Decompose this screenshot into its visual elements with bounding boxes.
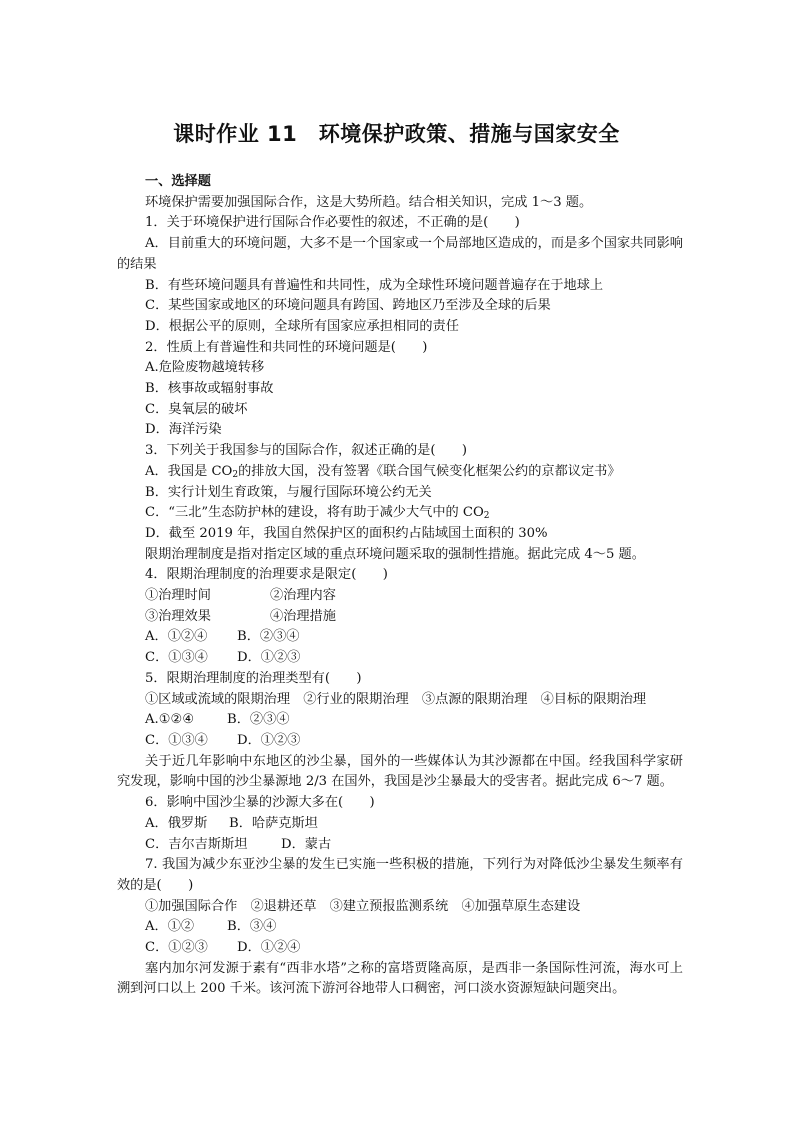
question-1-stem: 1．关于环境保护进行国际合作必要性的叙述，不正确的是( ): [145, 215, 520, 231]
question-6-option-a: A．俄罗斯: [145, 815, 208, 831]
question-5-option-b: B．②③④: [227, 712, 290, 728]
question-3-option-b: B．实行计划生育政策，与履行国际环境公约无关: [145, 484, 432, 500]
question-7-options-row-2: [117, 938, 683, 959]
question-5-stem: 5．限期治理制度的治理类型有( ): [145, 670, 362, 686]
question-2-option-a: A.危险废物越境转移: [145, 360, 265, 376]
question-4-option-d: D．①②③: [237, 650, 301, 666]
question-4-item-2: ②治理内容: [270, 588, 336, 604]
question-4-item-1: ①治理时间: [145, 588, 211, 604]
question-3-option-a-pre: A．我国是 CO: [145, 463, 233, 479]
question-3-option-d: D．截至 2019 年，我国自然保护区的面积约占陆域国土面积的 30%: [145, 525, 548, 541]
question-3-option-c-sub: 2: [483, 511, 490, 522]
question-7-stem: 7. 我国为减少东亚沙尘暴的发生已实施一些积极的措施，下列行为对降低沙尘暴发生频率有效的是( ): [117, 857, 683, 893]
question-7-option-a: A．①②: [145, 919, 195, 935]
question-4-items-row-2: [117, 607, 683, 628]
question-3-option-c: [117, 503, 683, 524]
question-4-option-b: B．②③④: [237, 629, 300, 645]
question-3-option-a: [117, 462, 683, 483]
question-4-stem: 4．限期治理制度的治理要求是限定( ): [145, 567, 388, 583]
section-heading: 一、选择题: [145, 174, 211, 189]
question-5-items: ①区域或流域的限期治理 ②行业的限期治理 ③点源的限期治理 ④目标的限期治理: [145, 691, 647, 707]
question-4-option-a: A．①②④: [145, 629, 208, 645]
question-1-option-c: C．某些国家或地区的环境问题具有跨国、跨地区乃至涉及全球的后果: [145, 298, 551, 314]
question-7-items: ①加强国际合作 ②退耕还草 ③建立预报监测系统 ④加强草原生态建设: [145, 898, 581, 914]
question-6-options-row-1: [117, 814, 683, 835]
material-intro-3: 关于近几年影响中东地区的沙尘暴，国外的一些媒体认为其沙源都在中国。经我国科学家研究发现，影响中国的沙尘暴源地 2/3 在国外，我国是沙尘暴最大的受害者。据此完成 6～7 题。: [117, 753, 683, 790]
question-3-stem: 3．下列关于我国参与的国际合作，叙述正确的是( ): [145, 443, 467, 459]
question-6-options-row-2: [117, 835, 683, 856]
question-4-options-row-1: [117, 627, 683, 648]
question-4-options-row-2: [117, 648, 683, 669]
question-7-option-d: D．①②④: [237, 940, 301, 956]
material-intro-1: 环境保护需要加强国际合作，这是大势所趋。结合相关知识，完成 1～3 题。: [145, 194, 593, 210]
question-7-option-b: B．③④: [227, 919, 277, 935]
question-5-option-c: C．①③④: [145, 732, 208, 748]
question-2-option-c: C．臭氧层的破坏: [145, 401, 248, 417]
question-4-item-4: ④治理措施: [270, 608, 336, 624]
question-5-options-row-2: [117, 731, 683, 752]
question-2-option-d: D．海洋污染: [145, 422, 222, 438]
document-body: [117, 172, 683, 1000]
question-5-option-a: A.①②④: [145, 712, 195, 728]
question-3-option-a-post: 的排放大国，没有签署《联合国气候变化框架公约的京都议定书》: [238, 463, 621, 479]
question-3-option-c-pre: C．“三北”生态防护林的建设，将有助于减少大气中的 CO: [145, 505, 484, 521]
question-6-option-c: C．吉尔吉斯斯坦: [145, 836, 248, 852]
question-3-option-a-sub: 2: [232, 469, 239, 480]
question-7-option-c: C．①②③: [145, 940, 208, 956]
question-1-option-b: B．有些环境问题具有普遍性和共同性，成为全球性环境问题普遍存在于地球上: [145, 277, 604, 293]
question-5-option-d: D．①②③: [237, 732, 301, 748]
question-4-item-3: ③治理效果: [145, 608, 211, 624]
question-4-items-row-1: [117, 586, 683, 607]
material-intro-4: 塞内加尔河发源于素有“西非水塔”之称的富塔贾隆高原，是西非一条国际性河流，海水可上溯到河口以上 200 千米。该河流下游河谷地带人口稠密，河口淡水资源短缺问题突出。: [117, 960, 683, 997]
question-7-options-row-1: [117, 917, 683, 938]
question-6-option-b: B．哈萨克斯坦: [229, 815, 318, 831]
question-6-stem: 6．影响中国沙尘暴的沙源大多在( ): [145, 795, 375, 811]
page-title: 课时作业 11 环境保护政策、措施与国家安全: [173, 122, 620, 146]
question-2-stem: 2．性质上有普遍性和共同性的环境问题是( ): [145, 339, 428, 355]
question-4-option-c: C．①③④: [145, 650, 208, 666]
question-2-option-b: B．核事故或辐射事故: [145, 381, 274, 397]
question-5-options-row-1: [117, 710, 683, 731]
question-6-option-d: D．蒙古: [281, 836, 332, 852]
question-1-option-a: A．目前重大的环境问题，大多不是一个国家或一个局部地区造成的，而是多个国家共同影响的结果: [117, 236, 683, 272]
material-intro-2: 限期治理制度是指对指定区域的重点环境问题采取的强制性措施。据此完成 4～5 题。: [145, 546, 645, 562]
question-1-option-d: D．根据公平的原则，全球所有国家应承担相同的责任: [145, 318, 459, 334]
